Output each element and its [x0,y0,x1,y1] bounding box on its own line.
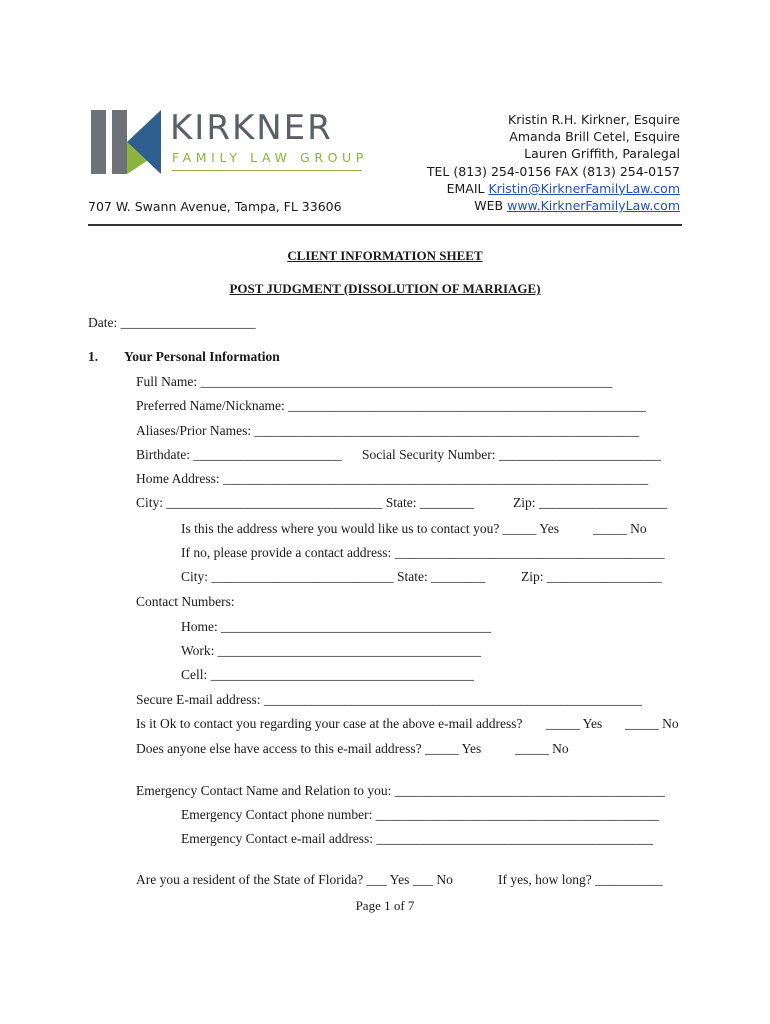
alt-address-field[interactable]: If no, please provide a contact address: ________________________________________ [181,545,665,560]
emergency-phone-field[interactable]: Emergency Contact phone number: __________________________________________ [181,807,660,822]
alt-city-state-field[interactable]: City: ___________________________ State: ________ [181,569,486,584]
attorney-2: Amanda Brill Cetel, Esquire [509,129,680,145]
alt-zip-field[interactable]: Zip: _________________ [521,569,662,584]
florida-resident-question[interactable]: Are you a resident of the State of Florida? ___ Yes ___ No [136,872,453,887]
ok-contact-no[interactable]: _____ No [625,716,679,731]
contact-address-question[interactable]: Is this the address where you would like us to contact you? _____ Yes [181,521,559,536]
email-label: EMAIL [446,180,489,196]
preferred-name-field[interactable]: Preferred Name/Nickname: _____________________________________________________ [136,398,646,413]
ok-contact-yes[interactable]: _____ Yes [546,716,603,731]
zip-field[interactable]: Zip: ___________________ [513,495,668,510]
web-link[interactable]: www.KirknerFamilyLaw.com [507,198,680,214]
residency-length-field[interactable]: If yes, how long? __________ [498,872,663,887]
home-phone-field[interactable]: Home: ________________________________________ [181,619,492,634]
kirkner-logo-mark-icon [91,110,163,174]
birthdate-field[interactable]: Birthdate: ______________________ [136,447,342,462]
page-number: Page 1 of 7 [355,898,415,913]
emergency-email-field[interactable]: Emergency Contact e-mail address: _________________________________________ [181,831,654,846]
attorney-1: Kristin R.H. Kirkner, Esquire [508,112,680,127]
page-title: CLIENT INFORMATION SHEET [287,248,483,263]
paralegal: Lauren Griffith, Paralegal [524,146,680,162]
email-line [427,180,680,197]
contact-block [427,111,680,214]
email-access-no[interactable]: _____ No [515,741,569,756]
section-title: Your Personal Information [124,349,280,364]
emergency-name-field[interactable]: Emergency Contact Name and Relation to you: ________________________________________ [136,783,665,798]
city-state-field[interactable]: City: ________________________________ State: ________ [136,495,474,510]
section-number: 1. [88,349,99,364]
page-subtitle: POST JUDGMENT (DISSOLUTION OF MARRIAGE) [229,281,541,296]
firm-address: 707 W. Swann Avenue, Tampa, FL 33606 [88,199,342,214]
email-link[interactable]: Kristin@KirknerFamilyLaw.com [488,180,680,196]
logo-divider [172,170,362,171]
date-field[interactable]: Date: ____________________ [88,315,256,330]
web-label: WEB [474,198,508,214]
secure-email-field[interactable]: Secure E-mail address: ________________________________________________________ [136,692,642,707]
full-name-field[interactable]: Full Name: _____________________________________________________________ [136,374,613,389]
email-access-question[interactable]: Does anyone else have access to this e-mail address? _____ Yes [136,741,482,756]
contact-numbers-label: Contact Numbers: [136,594,235,609]
cell-phone-field[interactable]: Cell: _______________________________________ [181,667,474,682]
contact-address-no[interactable]: _____ No [593,521,647,536]
aliases-field[interactable]: Aliases/Prior Names: _________________________________________________________ [136,423,640,438]
work-phone-field[interactable]: Work: _______________________________________ [181,643,482,658]
logo-subtitle: FAMILY LAW GROUP [172,150,368,165]
header-divider [88,224,682,226]
logo-name: KIRKNER [170,108,333,148]
ok-contact-question: Is it Ok to contact you regarding your case at the above e-mail address? [136,716,523,731]
web-line [427,197,680,214]
home-address-field[interactable]: Home Address: _______________________________________________________________ [136,471,649,486]
phone-fax: TEL (813) 254-0156 FAX (813) 254-0157 [426,163,680,179]
ssn-field[interactable]: Social Security Number: ________________________ [362,447,661,462]
